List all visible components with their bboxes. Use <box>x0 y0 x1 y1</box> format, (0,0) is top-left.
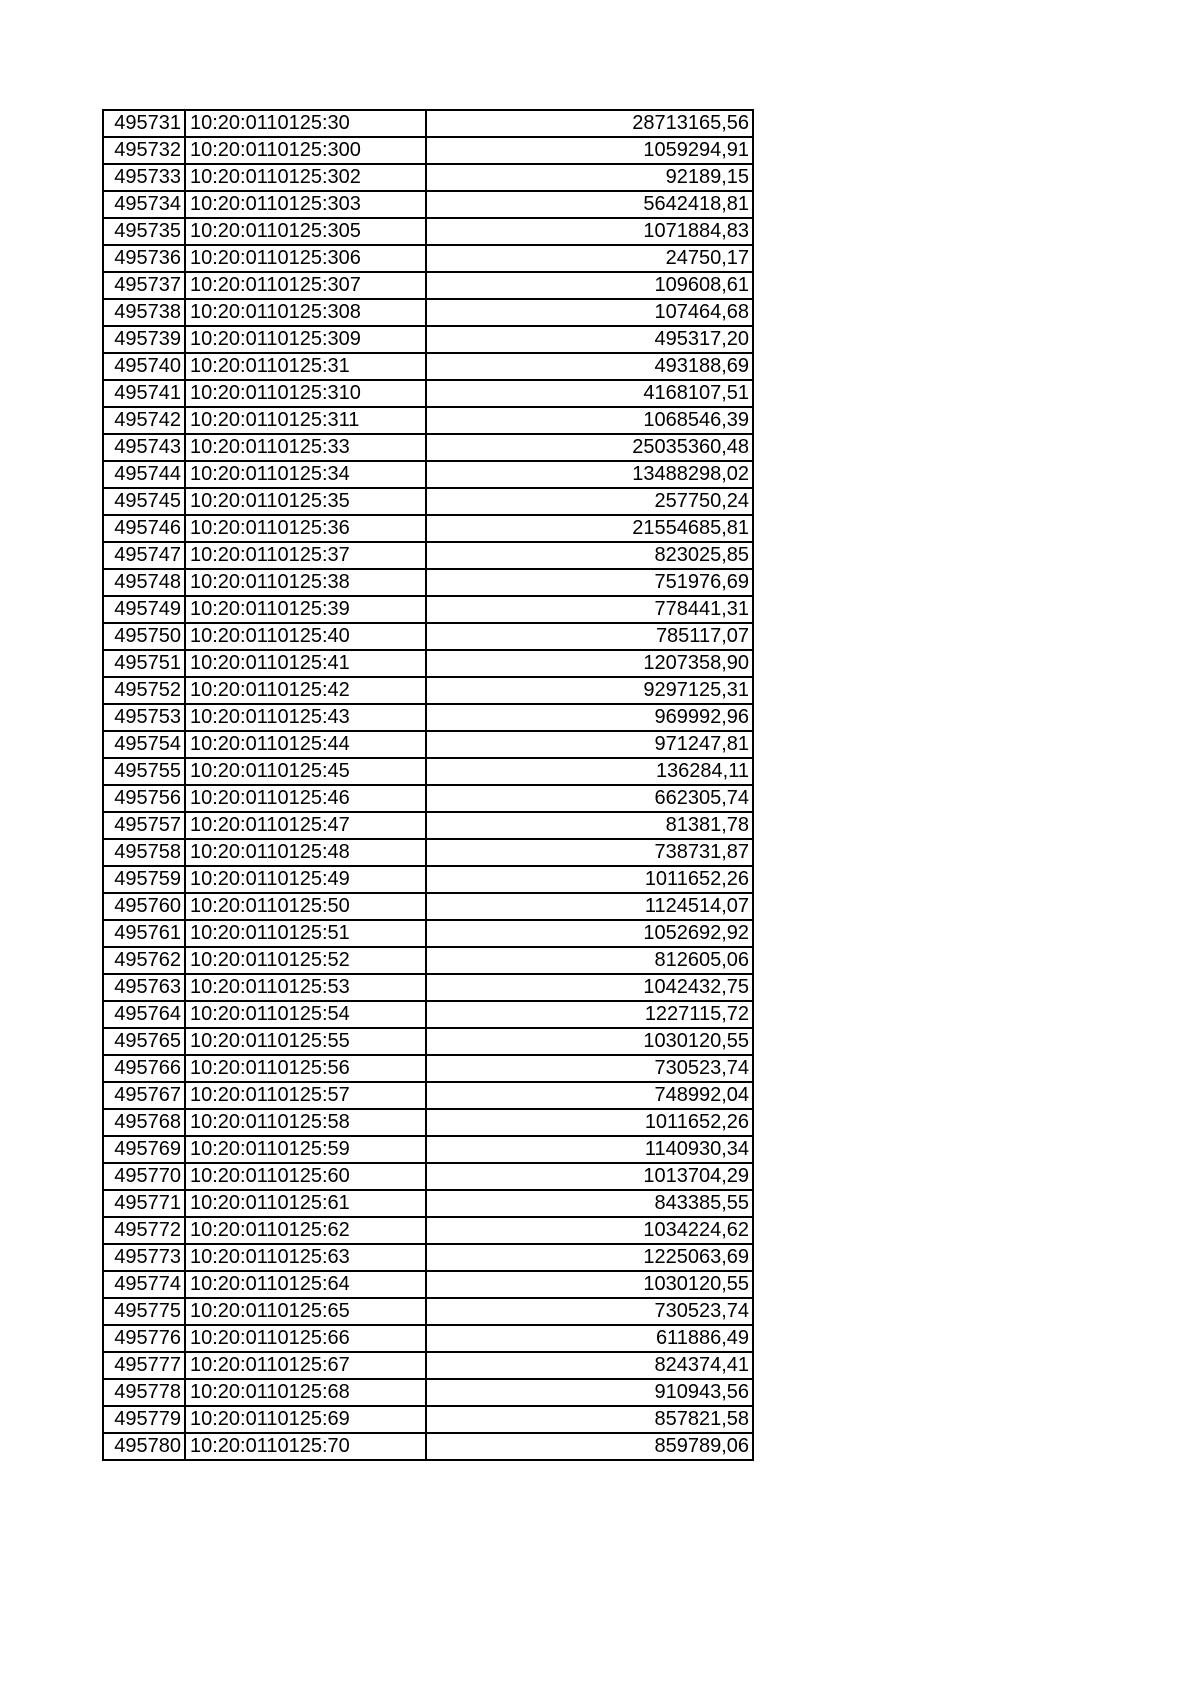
row-id-cell: 495740 <box>103 353 185 380</box>
amount-cell: 812605,06 <box>426 947 753 974</box>
table-row <box>103 515 753 542</box>
cadastral-number-cell: 10:20:0110125:41 <box>185 650 426 677</box>
cadastral-number-cell: 10:20:0110125:36 <box>185 515 426 542</box>
row-id-cell: 495762 <box>103 947 185 974</box>
table-row <box>103 326 753 353</box>
amount-cell: 1013704,29 <box>426 1163 753 1190</box>
table-row <box>103 569 753 596</box>
cadastral-number-cell: 10:20:0110125:54 <box>185 1001 426 1028</box>
row-id-cell: 495744 <box>103 461 185 488</box>
cadastral-number-cell: 10:20:0110125:57 <box>185 1082 426 1109</box>
amount-cell: 1071884,83 <box>426 218 753 245</box>
row-id-cell: 495779 <box>103 1406 185 1433</box>
table-row <box>103 1325 753 1352</box>
amount-cell: 730523,74 <box>426 1298 753 1325</box>
amount-cell: 109608,61 <box>426 272 753 299</box>
table-row <box>103 758 753 785</box>
table-row <box>103 1028 753 1055</box>
cadastral-number-cell: 10:20:0110125:68 <box>185 1379 426 1406</box>
cadastral-number-cell: 10:20:0110125:53 <box>185 974 426 1001</box>
amount-cell: 257750,24 <box>426 488 753 515</box>
table-row <box>103 380 753 407</box>
table-row <box>103 110 753 137</box>
row-id-cell: 495748 <box>103 569 185 596</box>
row-id-cell: 495765 <box>103 1028 185 1055</box>
row-id-cell: 495778 <box>103 1379 185 1406</box>
amount-cell: 611886,49 <box>426 1325 753 1352</box>
row-id-cell: 495772 <box>103 1217 185 1244</box>
amount-cell: 857821,58 <box>426 1406 753 1433</box>
row-id-cell: 495749 <box>103 596 185 623</box>
cadastral-number-cell: 10:20:0110125:42 <box>185 677 426 704</box>
row-id-cell: 495764 <box>103 1001 185 1028</box>
table-row <box>103 137 753 164</box>
amount-cell: 1227115,72 <box>426 1001 753 1028</box>
row-id-cell: 495767 <box>103 1082 185 1109</box>
row-id-cell: 495745 <box>103 488 185 515</box>
table-row <box>103 245 753 272</box>
amount-cell: 81381,78 <box>426 812 753 839</box>
cadastral-number-cell: 10:20:0110125:305 <box>185 218 426 245</box>
table-row <box>103 299 753 326</box>
row-id-cell: 495747 <box>103 542 185 569</box>
row-id-cell: 495743 <box>103 434 185 461</box>
row-id-cell: 495746 <box>103 515 185 542</box>
amount-cell: 1059294,91 <box>426 137 753 164</box>
amount-cell: 748992,04 <box>426 1082 753 1109</box>
table-row <box>103 893 753 920</box>
row-id-cell: 495758 <box>103 839 185 866</box>
table-row <box>103 866 753 893</box>
amount-cell: 1030120,55 <box>426 1271 753 1298</box>
cadastral-number-cell: 10:20:0110125:62 <box>185 1217 426 1244</box>
table-row <box>103 1217 753 1244</box>
row-id-cell: 495756 <box>103 785 185 812</box>
amount-cell: 21554685,81 <box>426 515 753 542</box>
cadastral-number-cell: 10:20:0110125:65 <box>185 1298 426 1325</box>
table-row <box>103 1271 753 1298</box>
row-id-cell: 495768 <box>103 1109 185 1136</box>
table-row <box>103 272 753 299</box>
cadastral-number-cell: 10:20:0110125:67 <box>185 1352 426 1379</box>
table-row <box>103 947 753 974</box>
cadastral-number-cell: 10:20:0110125:46 <box>185 785 426 812</box>
table-row <box>103 1406 753 1433</box>
cadastral-number-cell: 10:20:0110125:310 <box>185 380 426 407</box>
cadastral-number-cell: 10:20:0110125:63 <box>185 1244 426 1271</box>
table-row <box>103 623 753 650</box>
table-row <box>103 731 753 758</box>
row-id-cell: 495780 <box>103 1433 185 1460</box>
table-row <box>103 1379 753 1406</box>
amount-cell: 493188,69 <box>426 353 753 380</box>
cadastral-number-cell: 10:20:0110125:43 <box>185 704 426 731</box>
cadastral-number-cell: 10:20:0110125:35 <box>185 488 426 515</box>
cadastral-number-cell: 10:20:0110125:60 <box>185 1163 426 1190</box>
amount-cell: 1042432,75 <box>426 974 753 1001</box>
row-id-cell: 495763 <box>103 974 185 1001</box>
amount-cell: 1207358,90 <box>426 650 753 677</box>
table-row <box>103 434 753 461</box>
cadastral-number-cell: 10:20:0110125:49 <box>185 866 426 893</box>
row-id-cell: 495741 <box>103 380 185 407</box>
cadastral-number-cell: 10:20:0110125:55 <box>185 1028 426 1055</box>
amount-cell: 1034224,62 <box>426 1217 753 1244</box>
row-id-cell: 495771 <box>103 1190 185 1217</box>
table-row <box>103 1001 753 1028</box>
table-row <box>103 650 753 677</box>
table-row <box>103 785 753 812</box>
cadastral-number-cell: 10:20:0110125:59 <box>185 1136 426 1163</box>
cadastral-number-cell: 10:20:0110125:302 <box>185 164 426 191</box>
row-id-cell: 495752 <box>103 677 185 704</box>
row-id-cell: 495731 <box>103 110 185 137</box>
row-id-cell: 495773 <box>103 1244 185 1271</box>
amount-cell: 107464,68 <box>426 299 753 326</box>
amount-cell: 662305,74 <box>426 785 753 812</box>
table-row <box>103 1244 753 1271</box>
amount-cell: 971247,81 <box>426 731 753 758</box>
row-id-cell: 495751 <box>103 650 185 677</box>
table-row <box>103 1082 753 1109</box>
table-row <box>103 1136 753 1163</box>
cadastral-number-cell: 10:20:0110125:64 <box>185 1271 426 1298</box>
amount-cell: 9297125,31 <box>426 677 753 704</box>
table-row <box>103 677 753 704</box>
cadastral-number-cell: 10:20:0110125:33 <box>185 434 426 461</box>
table-row <box>103 704 753 731</box>
amount-cell: 136284,11 <box>426 758 753 785</box>
amount-cell: 5642418,81 <box>426 191 753 218</box>
cadastral-number-cell: 10:20:0110125:31 <box>185 353 426 380</box>
row-id-cell: 495757 <box>103 812 185 839</box>
cadastral-number-cell: 10:20:0110125:70 <box>185 1433 426 1460</box>
table-row <box>103 461 753 488</box>
cadastral-number-cell: 10:20:0110125:44 <box>185 731 426 758</box>
row-id-cell: 495753 <box>103 704 185 731</box>
cadastral-number-cell: 10:20:0110125:40 <box>185 623 426 650</box>
cadastral-number-cell: 10:20:0110125:30 <box>185 110 426 137</box>
cadastral-number-cell: 10:20:0110125:311 <box>185 407 426 434</box>
table-row <box>103 164 753 191</box>
amount-cell: 24750,17 <box>426 245 753 272</box>
cadastral-number-cell: 10:20:0110125:37 <box>185 542 426 569</box>
amount-cell: 1140930,34 <box>426 1136 753 1163</box>
table-row <box>103 920 753 947</box>
table-row <box>103 1190 753 1217</box>
amount-cell: 1030120,55 <box>426 1028 753 1055</box>
cadastral-number-cell: 10:20:0110125:58 <box>185 1109 426 1136</box>
row-id-cell: 495742 <box>103 407 185 434</box>
table-row <box>103 542 753 569</box>
amount-cell: 1011652,26 <box>426 866 753 893</box>
table-row <box>103 596 753 623</box>
row-id-cell: 495761 <box>103 920 185 947</box>
row-id-cell: 495775 <box>103 1298 185 1325</box>
row-id-cell: 495776 <box>103 1325 185 1352</box>
cadastral-number-cell: 10:20:0110125:300 <box>185 137 426 164</box>
cadastral-number-cell: 10:20:0110125:61 <box>185 1190 426 1217</box>
row-id-cell: 495735 <box>103 218 185 245</box>
table-row <box>103 218 753 245</box>
cadastral-number-cell: 10:20:0110125:51 <box>185 920 426 947</box>
table-row <box>103 353 753 380</box>
row-id-cell: 495734 <box>103 191 185 218</box>
row-id-cell: 495738 <box>103 299 185 326</box>
table-row <box>103 1352 753 1379</box>
row-id-cell: 495739 <box>103 326 185 353</box>
row-id-cell: 495777 <box>103 1352 185 1379</box>
row-id-cell: 495737 <box>103 272 185 299</box>
amount-cell: 738731,87 <box>426 839 753 866</box>
cadastral-number-cell: 10:20:0110125:45 <box>185 758 426 785</box>
table-row <box>103 1109 753 1136</box>
amount-cell: 824374,41 <box>426 1352 753 1379</box>
row-id-cell: 495774 <box>103 1271 185 1298</box>
table-row <box>103 191 753 218</box>
row-id-cell: 495770 <box>103 1163 185 1190</box>
cadastral-number-cell: 10:20:0110125:309 <box>185 326 426 353</box>
cadastral-number-cell: 10:20:0110125:34 <box>185 461 426 488</box>
amount-cell: 751976,69 <box>426 569 753 596</box>
amount-cell: 730523,74 <box>426 1055 753 1082</box>
amount-cell: 1052692,92 <box>426 920 753 947</box>
row-id-cell: 495732 <box>103 137 185 164</box>
amount-cell: 910943,56 <box>426 1379 753 1406</box>
amount-cell: 778441,31 <box>426 596 753 623</box>
row-id-cell: 495750 <box>103 623 185 650</box>
amount-cell: 495317,20 <box>426 326 753 353</box>
cadastral-number-cell: 10:20:0110125:69 <box>185 1406 426 1433</box>
amount-cell: 859789,06 <box>426 1433 753 1460</box>
amount-cell: 13488298,02 <box>426 461 753 488</box>
row-id-cell: 495766 <box>103 1055 185 1082</box>
row-id-cell: 495760 <box>103 893 185 920</box>
row-id-cell: 495736 <box>103 245 185 272</box>
table-row <box>103 1055 753 1082</box>
row-id-cell: 495759 <box>103 866 185 893</box>
cadastral-number-cell: 10:20:0110125:48 <box>185 839 426 866</box>
cadastral-number-cell: 10:20:0110125:38 <box>185 569 426 596</box>
cadastral-number-cell: 10:20:0110125:307 <box>185 272 426 299</box>
cadastral-value-table <box>102 109 754 1461</box>
table-row <box>103 488 753 515</box>
cadastral-number-cell: 10:20:0110125:39 <box>185 596 426 623</box>
amount-cell: 25035360,48 <box>426 434 753 461</box>
table-row <box>103 1163 753 1190</box>
amount-cell: 823025,85 <box>426 542 753 569</box>
table-row <box>103 1433 753 1460</box>
table-row <box>103 1298 753 1325</box>
table-row <box>103 812 753 839</box>
row-id-cell: 495769 <box>103 1136 185 1163</box>
cadastral-number-cell: 10:20:0110125:56 <box>185 1055 426 1082</box>
row-id-cell: 495755 <box>103 758 185 785</box>
table-row <box>103 407 753 434</box>
amount-cell: 843385,55 <box>426 1190 753 1217</box>
table-body <box>103 110 753 1460</box>
amount-cell: 785117,07 <box>426 623 753 650</box>
row-id-cell: 495754 <box>103 731 185 758</box>
table-row <box>103 839 753 866</box>
cadastral-number-cell: 10:20:0110125:303 <box>185 191 426 218</box>
amount-cell: 1011652,26 <box>426 1109 753 1136</box>
amount-cell: 92189,15 <box>426 164 753 191</box>
amount-cell: 4168107,51 <box>426 380 753 407</box>
row-id-cell: 495733 <box>103 164 185 191</box>
cadastral-number-cell: 10:20:0110125:308 <box>185 299 426 326</box>
table-row <box>103 974 753 1001</box>
cadastral-number-cell: 10:20:0110125:66 <box>185 1325 426 1352</box>
amount-cell: 1068546,39 <box>426 407 753 434</box>
cadastral-number-cell: 10:20:0110125:50 <box>185 893 426 920</box>
amount-cell: 969992,96 <box>426 704 753 731</box>
amount-cell: 1225063,69 <box>426 1244 753 1271</box>
amount-cell: 1124514,07 <box>426 893 753 920</box>
cadastral-number-cell: 10:20:0110125:52 <box>185 947 426 974</box>
cadastral-number-cell: 10:20:0110125:47 <box>185 812 426 839</box>
cadastral-number-cell: 10:20:0110125:306 <box>185 245 426 272</box>
amount-cell: 28713165,56 <box>426 110 753 137</box>
